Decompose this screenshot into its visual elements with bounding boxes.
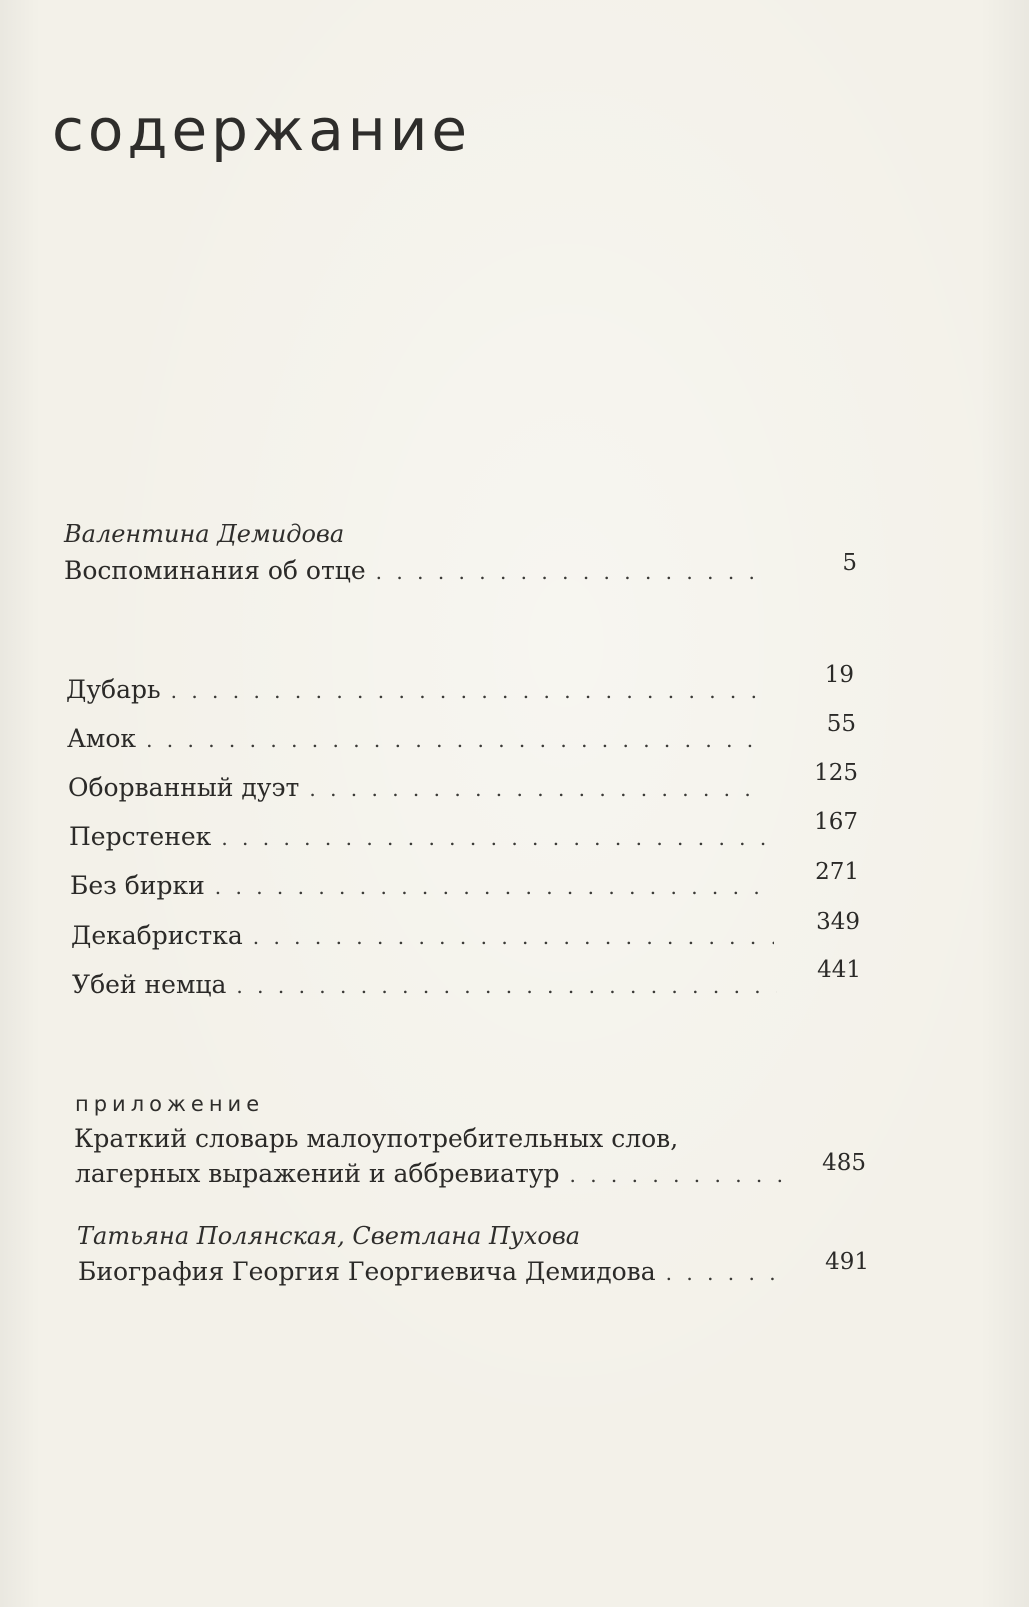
toc-entry-label: Убей немца [72,970,227,999]
intro-author: Валентина Демидова [64,520,345,548]
toc-entry-label: Дубарь [66,675,161,704]
toc-entry-label: Амок [67,724,137,753]
toc-entry-glossary-line1 [74,1124,678,1153]
toc-entry-glossary[interactable] [75,1159,790,1188]
leader-dots [146,728,764,752]
leader-dots [171,679,761,703]
toc-entry-story[interactable] [67,724,764,753]
toc-entry-page: 485 [822,1150,866,1176]
leader-dots [570,1163,791,1187]
toc-entry-story[interactable] [72,970,777,999]
leader-dots [236,974,777,998]
toc-entry-label: Декабристка [71,921,243,950]
toc-entry-label: Перстенек [69,822,212,851]
appendix-heading: приложение [75,1092,265,1116]
toc-entry-story[interactable] [68,773,766,802]
toc-entry-label: Воспоминания об отце [64,556,366,585]
toc-entry-biography[interactable] [78,1257,790,1286]
toc-entry-page: 5 [842,550,857,576]
toc-entry-page: 167 [814,809,858,835]
biography-authors: Татьяна Полянская, Светлана Пухова [77,1222,581,1250]
toc-entry-page: 491 [825,1249,869,1275]
toc-entry-page: 271 [815,859,859,885]
toc-entry-label: Без бирки [70,871,205,900]
toc-entry-page: 441 [817,957,861,983]
page-title: содержание [52,96,472,164]
toc-entry-label: Оборванный дуэт [68,773,300,802]
leader-dots [666,1261,790,1285]
leader-dots [376,560,754,584]
toc-entry-page: 349 [816,909,860,935]
leader-dots [253,925,774,949]
leader-dots [215,875,772,899]
toc-entry-story[interactable] [70,871,772,900]
toc-entry-label: Биография Георгия Георгиевича Демидова [78,1257,656,1286]
toc-entry-page: 125 [814,760,858,786]
leader-dots [309,777,766,801]
toc-entry-intro[interactable] [64,556,754,585]
toc-entry-story[interactable] [69,822,769,851]
toc-entry-story[interactable] [66,675,761,704]
leader-dots [221,826,769,850]
toc-entry-story[interactable] [71,921,774,950]
toc-entry-label: Краткий словарь малоупотребительных слов, [74,1124,679,1153]
toc-entry-label: лагерных выражений и аббревиатур [75,1159,560,1188]
toc-entry-page: 55 [826,711,856,737]
toc-entry-page: 19 [824,662,854,688]
